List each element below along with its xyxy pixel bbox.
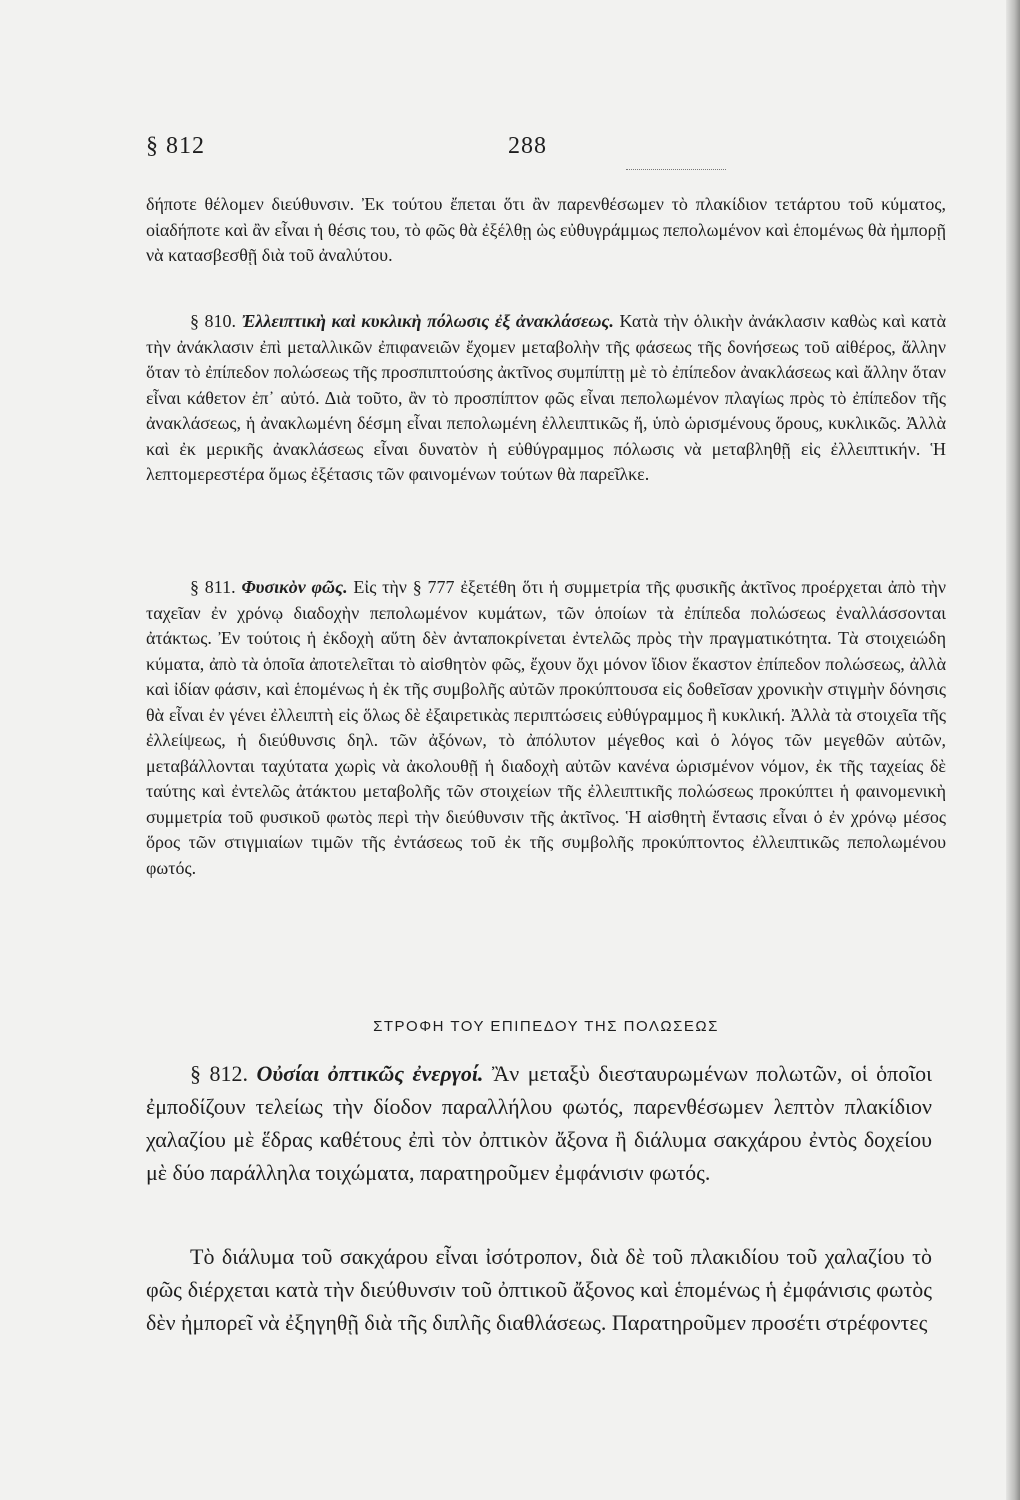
page-number-ornament [626,164,726,170]
paragraph-812 [146,1057,932,1189]
paragraph-title: Ἐλλειπτικὴ καὶ κυκλικὴ πόλωσις ἐξ ἀνακλάσεως. [241,311,614,331]
section-number: § 812. [190,1061,248,1086]
page-number: 288 [508,133,547,159]
section-heading: ΣΤΡΟΦΗ ΤΟΥ ΕΠΙΠΕΔΟΥ ΤΗΣ ΠΟΛΩΣΕΩΣ [373,1018,719,1035]
paragraph-810-text [146,309,946,488]
header-section-ref: § 812 [146,133,205,159]
paragraph-text: Τὸ διάλυμα τοῦ σακχάρου εἶναι ἰσότροπον, διὰ δὲ τοῦ πλακιδίου τοῦ χαλαζίου τὸ φῶς διέρχεται κατὰ τὴν διεύθυνσιν τοῦ ὀπτικοῦ ἄξονος καὶ ἑπομένως ἡ ἐμφάνισις φωτὸς δὲν ἠμπορεῖ νὰ ἐξηγηθῇ διὰ τῆς διπλῆς διαθλάσεως. Παρατηροῦμεν προσέτι στρέφοντες [146,1244,932,1335]
paragraph-811-text [146,575,946,881]
paragraph-sugar-solution [146,1240,932,1339]
paragraph-title: Οὐσίαι ὀπτικῶς ἐνεργοί. [256,1061,484,1086]
paragraph-811 [146,575,946,881]
paragraph-text: δήποτε θέλομεν διεύθυνσιν. Ἐκ τούτου ἔπεται ὅτι ἂν παρενθέσωμεν τὸ πλακίδιον τετάρτου τοῦ κύματος, οἱαδήποτε καὶ ἂν εἶναι ἡ θέσις του, τὸ φῶς θὰ ἐξέλθῃ ὡς εὐθυγράμμως πεπολωμένον καὶ ἑπομένως θὰ ἠμπορῇ νὰ κατασβεσθῇ διὰ τοῦ ἀναλύτου. [146,194,946,265]
paragraph-810 [146,309,946,488]
page-edge-shadow [1006,0,1020,1500]
paragraph-812-text [146,1057,932,1189]
paragraph-body: Κατὰ τὴν ὁλικὴν ἀνάκλασιν καθὼς καὶ κατὰ τὴν ἀνάκλασιν ἐπὶ μεταλλικῶν ἐπιφανειῶν ἔχομεν μεταβολὴν τῆς φάσεως τῆς δονήσεως τοῦ αἰθέρος, ἄλλην ὅταν τὸ ἐπίπεδον πολώσεως τῆς προσπιπτούσης ἀκτῖνος συμπίπτῃ μὲ τὸ ἐπίπεδον ἀνακλάσεως καὶ ἄλλην ὅταν εἶναι κάθετον ἐπ᾽ αὐτό. Διὰ τοῦτο, ἂν τὸ προσπίπτον φῶς εἶναι πεπολωμένον πλαγίως πρὸς τὸ ἐπίπεδον τῆς ἀνακλάσεως, ἡ ἀνακλωμένη δέσμη εἶναι πεπολωμένη ἐλλειπτικῶς ἤ, ὑπὸ ὡρισμένους ὅρους, κυκλικῶς. Ἀλλὰ καὶ ἐκ μερικῆς ἀνακλάσεως εἶναι δυνατὸν ἡ εὐθύγραμμος πόλωσις νὰ μεταβληθῇ εἰς ἐλλειπτικήν. Ἡ λεπτομερεστέρα ὅμως ἐξέτασις τῶν φαινομένων τούτων θὰ παρεῖλκε. [146,311,947,484]
paragraph-body: Ἂν μεταξὺ διεσταυρωμένων πολωτῶν, οἱ ὁποῖοι ἐμποδίζουν τελείως τὴν δίοδον παραλλήλου φωτός, παρενθέσωμεν λεπτὸν πλακίδιον χαλαζίου μὲ ἕδρας καθέτους ἐπὶ τὸν ὀπτικὸν ἄξονα ἢ διάλυμα σακχάρου ἐντὸς δοχείου μὲ δύο παράλληλα τοιχώματα, παρατηροῦμεν ἐμφάνισιν φωτός. [146,1061,933,1185]
paragraph-title: Φυσικὸν φῶς. [241,577,348,597]
page-header [146,133,926,173]
section-number: § 810. [190,311,237,331]
paragraph-body: Εἰς τὴν § 777 ἐξετέθη ὅτι ἡ συμμετρία τῆς φυσικῆς ἀκτῖνος προέρχεται ἀπὸ τὴν ταχεῖαν ἐν χρόνῳ διαδοχὴν πεπολωμένον κυμάτων, τῶν ὁποίων τὰ ἐπίπεδα πολώσεως ἐναλλάσσονται ἀτάκτως. Ἐν τούτοις ἡ ἐκδοχὴ αὕτη δὲν ἀνταποκρίνεται ἐντελῶς πρὸς τὴν πραγματικότητα. Τὰ στοιχειώδη κύματα, ἀπὸ τὰ ὁποῖα ἀποτελεῖται τὸ αἰσθητὸν φῶς, ἔχουν ὄχι μόνον ἴδιον ἕκαστον ἐπίπεδον πολώσεως, ἀλλὰ καὶ ἰδίαν φάσιν, καὶ ἑπομένως ἡ ἐκ τῆς συμβολῆς αὐτῶν προκύπτουσα εἰς δοθεῖσαν χρονικὴν στιγμὴν δόνησις θὰ εἶναι ἐν γένει ἐλλειπτὴ εἰς ὅλως δὲ ἐξαιρετικὰς περιπτώσεις εὐθύγραμμος ἢ κυκλική. Ἀλλὰ τὰ στοιχεῖα τῆς ἐλλείψεως, ἡ διεύθυνσις δηλ. τῶν ἀξόνων, τὸ ἀπόλυτον μέγεθος καὶ ὁ λόγος τῶν μεγεθῶν αὐτῶν, μεταβάλλονται ταχύτατα χωρὶς νὰ ἀκολουθῇ ἡ διαδοχὴ αὐτῶν κανένα ὡρισμένον νόμον, ἐκ τῆς ταχείας δὲ ταύτης καὶ ἐντελῶς ἀτάκτου μεταβολῆς τῶν στοιχείων τῆς ἐλλειπτικῆς πολώσεως προκύπτει ἡ φαινομενικὴ συμμετρία τοῦ φυσικοῦ φωτὸς περὶ τὴν διεύθυνσιν τῆς ἀκτῖνος. Ἡ αἰσθητὴ ἔντασις εἶναι ὁ ἐν χρόνῳ μέσος ὅρος τῶν στιγμιαίων τιμῶν τῆς ἐντάσεως τοῦ ἐκ τῆς συμβολῆς προκύπτοντος ἐλλειπτικῶς πεπολωμένου φωτός. [146,577,947,878]
section-number: § 811. [190,577,236,597]
paragraph-continuation [146,192,946,269]
